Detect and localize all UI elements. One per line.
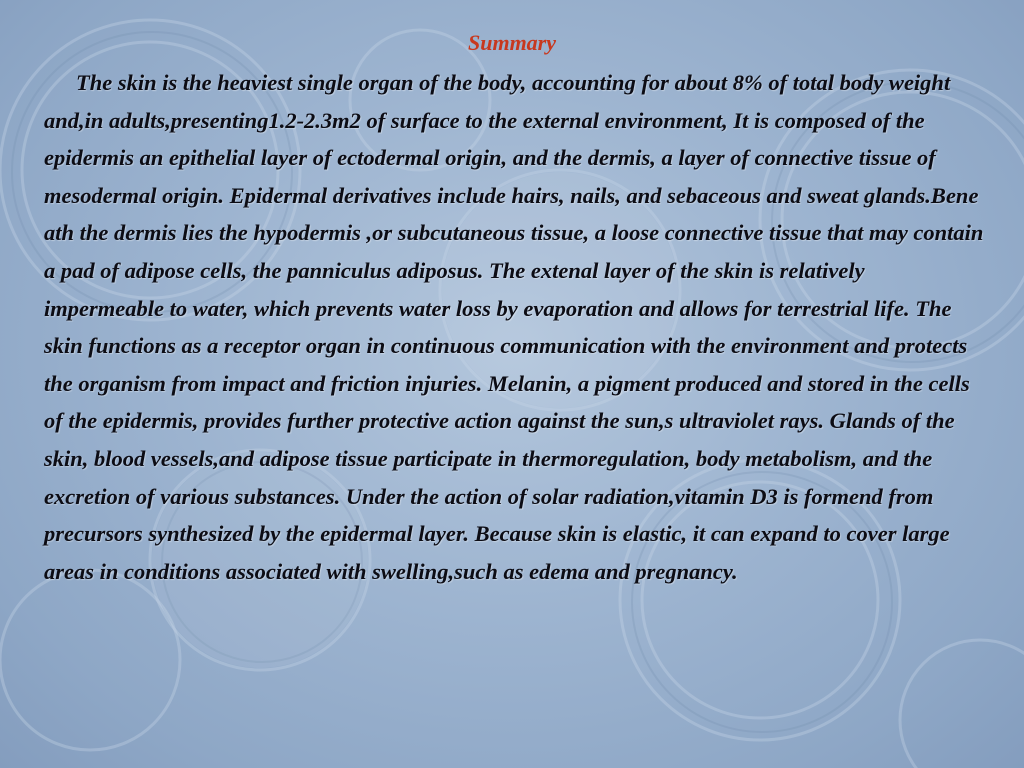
summary-paragraph: The skin is the heaviest single organ of the body, accounting for about 8% of total body weight and,in adults,presenting1.2-2.3m2 of surface to the external environment, It is composed of the epidermis an epithelial layer of ectodermal origin, and the dermis, a layer of connective tissue of mesodermal origin. Epidermal derivatives include hairs, nails, and sebaceous and sweat glands.Bene ath the dermis lies the hypodermis ,or subcutaneous tissue, a loose connective tissue that may contain a pad of adipose cells, the panniculus adiposus. The extenal layer of the skin is relatively impermeable to water, which prevents water loss by evaporation and allows for terrestrial life. The skin functions as a receptor organ in continuous communication with the environment and protects the organism from impact and friction injuries. Melanin, a pigment produced and stored in the cells of the epidermis, provides further protective action against the sun,s ultraviolet rays. Glands of the skin, blood vessels,and adipose tissue participate in thermoregulation, body metabolism, and the excretion of various substances. Under the action of solar radiation,vitamin D3 is formend from precursors synthesized by the epidermal layer. Because skin is elastic, it can expand to cover large areas in conditions associated with swelling,such as edema and pregnancy. [44, 70, 984, 584]
slide-title: Summary [467, 30, 557, 55]
